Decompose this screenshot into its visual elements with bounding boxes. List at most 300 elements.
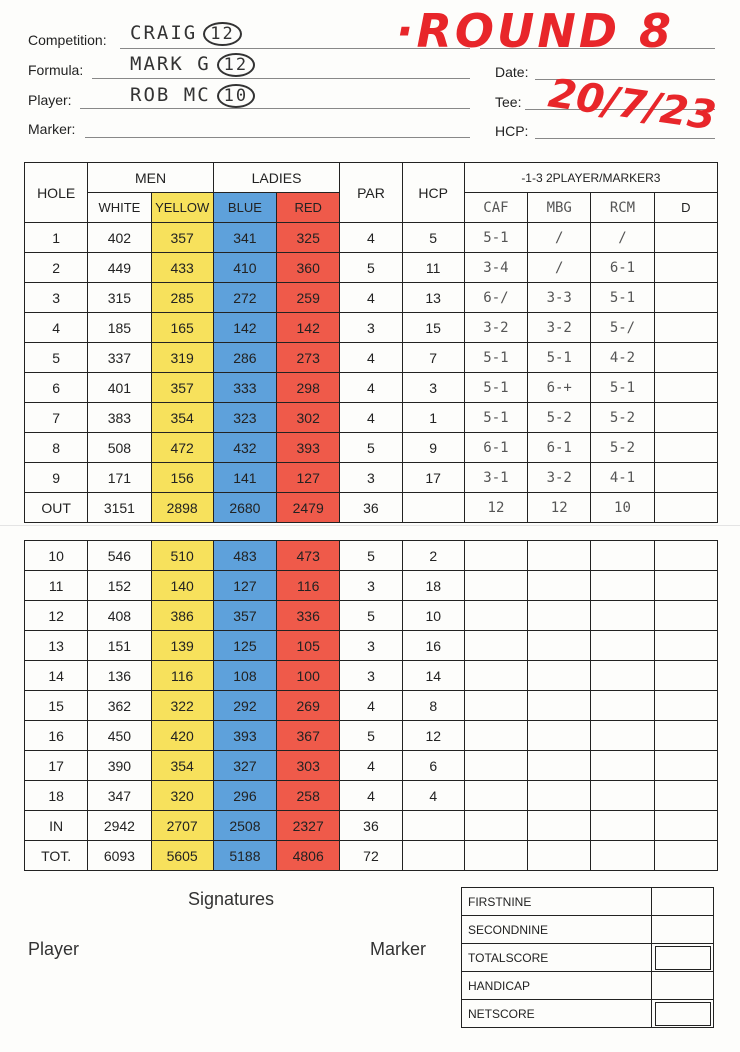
hole-hcp-cell: 4 (402, 781, 464, 811)
hole-blue-cell: 2680 (213, 493, 276, 523)
hole-hole-cell: 16 (25, 721, 88, 751)
hole-red-cell: 298 (277, 373, 340, 403)
white-header: WHITE (88, 193, 151, 223)
hole-yellow-cell: 5605 (151, 841, 213, 871)
score-row (25, 721, 718, 751)
hole-white-cell: 449 (88, 253, 151, 283)
hole-red-cell: 116 (277, 571, 340, 601)
hcp-header: HCP (402, 163, 464, 223)
hole-hcp-cell (402, 493, 464, 523)
player-a-score (464, 631, 527, 661)
hole-red-cell: 142 (277, 313, 340, 343)
front-nine-table (24, 162, 718, 523)
score-row (25, 691, 718, 721)
score-row (25, 463, 718, 493)
hole-hole-cell: 5 (25, 343, 88, 373)
hole-par-cell: 4 (340, 223, 402, 253)
score-row (25, 781, 718, 811)
totals-row (462, 972, 714, 1000)
player-c-score (591, 811, 654, 841)
hole-yellow-cell: 285 (151, 283, 213, 313)
hole-blue-cell: 327 (213, 751, 276, 781)
score-row (25, 313, 718, 343)
hole-hole-cell: 10 (25, 541, 88, 571)
hole-red-cell: 273 (277, 343, 340, 373)
hole-header: HOLE (25, 163, 88, 223)
hole-white-cell: 315 (88, 283, 151, 313)
hole-par-cell: 5 (340, 433, 402, 463)
hole-hole-cell: 6 (25, 373, 88, 403)
tee-label: Tee: (495, 94, 522, 110)
score-row (25, 811, 718, 841)
player-c-score (591, 541, 654, 571)
hole-blue-cell: 142 (213, 313, 276, 343)
signatures-title: Signatures (188, 889, 275, 909)
hole-hcp-cell: 1 (402, 403, 464, 433)
player-d-score (654, 463, 717, 493)
player-d-score (654, 751, 717, 781)
hole-blue-cell: 357 (213, 601, 276, 631)
score-row (25, 403, 718, 433)
player-d-score (654, 631, 717, 661)
hole-white-cell: 152 (88, 571, 151, 601)
player-a-score: 6-/ (464, 283, 527, 313)
hole-blue-cell: 127 (213, 571, 276, 601)
hole-hole-cell: IN (25, 811, 88, 841)
hcp-circle: 12 (217, 53, 255, 77)
hole-par-cell: 5 (340, 253, 402, 283)
player-a-score (464, 841, 527, 871)
hole-yellow-cell: 354 (151, 403, 213, 433)
player-d-score (654, 691, 717, 721)
hole-hcp-cell: 9 (402, 433, 464, 463)
totals-label: HANDICAP (462, 972, 652, 1000)
score-row (25, 253, 718, 283)
hole-hole-cell: 9 (25, 463, 88, 493)
totals-value (652, 916, 714, 944)
player-d-score (654, 601, 717, 631)
hole-yellow-cell: 357 (151, 223, 213, 253)
player-c-header: RCM (591, 193, 654, 223)
hole-yellow-cell: 2707 (151, 811, 213, 841)
hole-blue-cell: 5188 (213, 841, 276, 871)
hole-yellow-cell: 156 (151, 463, 213, 493)
hole-red-cell: 4806 (277, 841, 340, 871)
hole-hcp-cell: 17 (402, 463, 464, 493)
formula-label: Formula: (28, 62, 84, 78)
player-line (80, 108, 470, 109)
ladies-header: LADIES (213, 163, 340, 193)
hole-hcp-cell: 18 (402, 571, 464, 601)
hole-blue-cell: 323 (213, 403, 276, 433)
player-c-score (591, 721, 654, 751)
score-row (25, 373, 718, 403)
player-c-score: 5-1 (591, 283, 654, 313)
player-c-score (591, 751, 654, 781)
player-b-score: 12 (528, 493, 591, 523)
hole-red-cell: 100 (277, 661, 340, 691)
player-a-score (464, 571, 527, 601)
formula-line (92, 78, 470, 79)
hole-white-cell: 171 (88, 463, 151, 493)
hole-hcp-cell: 3 (402, 373, 464, 403)
hcp-line (535, 138, 715, 139)
player-d-score (654, 253, 717, 283)
hole-white-cell: 337 (88, 343, 151, 373)
player-b-score: 5-1 (528, 343, 591, 373)
hole-par-cell: 4 (340, 751, 402, 781)
player-d-score (654, 283, 717, 313)
hole-hcp-cell (402, 841, 464, 871)
player-a-score (464, 691, 527, 721)
hole-hole-cell: TOT. (25, 841, 88, 871)
hole-hole-cell: 3 (25, 283, 88, 313)
hole-par-cell: 36 (340, 493, 402, 523)
player-a-score (464, 751, 527, 781)
player-d-score (654, 343, 717, 373)
player-a-score: 5-1 (464, 223, 527, 253)
hole-blue-cell: 272 (213, 283, 276, 313)
hole-red-cell: 302 (277, 403, 340, 433)
player-b-score (528, 751, 591, 781)
hole-hole-cell: 17 (25, 751, 88, 781)
hcp-circle: 10 (217, 84, 255, 108)
hole-par-cell: 4 (340, 343, 402, 373)
hole-white-cell: 450 (88, 721, 151, 751)
totals-value (652, 888, 714, 916)
hole-red-cell: 2327 (277, 811, 340, 841)
par-header: PAR (340, 163, 402, 223)
marker-line (85, 137, 470, 138)
player-c-score (591, 841, 654, 871)
player-b-score (528, 811, 591, 841)
hole-red-cell: 360 (277, 253, 340, 283)
score-row (25, 631, 718, 661)
hole-hole-cell: 18 (25, 781, 88, 811)
hole-blue-cell: 296 (213, 781, 276, 811)
hole-hcp-cell: 14 (402, 661, 464, 691)
totals-row (462, 916, 714, 944)
hole-white-cell: 408 (88, 601, 151, 631)
hole-white-cell: 136 (88, 661, 151, 691)
score-row (25, 223, 718, 253)
hole-hcp-cell (402, 811, 464, 841)
hole-yellow-cell: 322 (151, 691, 213, 721)
player-b-score: 3-3 (528, 283, 591, 313)
hole-par-cell: 3 (340, 313, 402, 343)
handwritten-competition: CRAIG 12 (130, 22, 242, 46)
competition-label: Competition: (28, 32, 107, 48)
blue-header: BLUE (213, 193, 276, 223)
hole-yellow-cell: 357 (151, 373, 213, 403)
hcp-label: HCP: (495, 123, 529, 139)
hole-white-cell: 390 (88, 751, 151, 781)
hole-par-cell: 5 (340, 541, 402, 571)
hole-blue-cell: 2508 (213, 811, 276, 841)
totals-label: FIRSTNINE (462, 888, 652, 916)
hole-white-cell: 401 (88, 373, 151, 403)
player-d-score (654, 571, 717, 601)
player-b-score (528, 721, 591, 751)
totals-value (652, 1000, 714, 1028)
card-fold (0, 525, 740, 526)
player-a-score (464, 601, 527, 631)
hole-blue-cell: 292 (213, 691, 276, 721)
player-d-score (654, 223, 717, 253)
score-row (25, 433, 718, 463)
score-row (25, 571, 718, 601)
hole-par-cell: 3 (340, 661, 402, 691)
hole-yellow-cell: 2898 (151, 493, 213, 523)
hole-hcp-cell: 8 (402, 691, 464, 721)
hole-yellow-cell: 386 (151, 601, 213, 631)
hole-red-cell: 259 (277, 283, 340, 313)
player-label: Player: (28, 92, 72, 108)
player-b-score (528, 541, 591, 571)
handwritten-formula: MARK G 12 (130, 53, 255, 77)
hole-hole-cell: 11 (25, 571, 88, 601)
hole-par-cell: 5 (340, 721, 402, 751)
hole-blue-cell: 432 (213, 433, 276, 463)
hole-white-cell: 402 (88, 223, 151, 253)
player-b-score: 6-+ (528, 373, 591, 403)
totals-label: TOTALSCORE (462, 944, 652, 972)
hole-white-cell: 2942 (88, 811, 151, 841)
player-d-score (654, 781, 717, 811)
hole-hole-cell: 7 (25, 403, 88, 433)
totals-box (655, 946, 711, 970)
hole-hcp-cell: 6 (402, 751, 464, 781)
player-a-score: 3-2 (464, 313, 527, 343)
player-b-score: 5-2 (528, 403, 591, 433)
hole-par-cell: 4 (340, 403, 402, 433)
round-handwriting: ·ROUND 8 (396, 4, 675, 58)
hole-hcp-cell: 11 (402, 253, 464, 283)
player-a-score (464, 811, 527, 841)
player-c-score (591, 631, 654, 661)
score-row (25, 601, 718, 631)
player-d-score (654, 661, 717, 691)
hole-blue-cell: 108 (213, 661, 276, 691)
hole-par-cell: 4 (340, 373, 402, 403)
player-d-header: D (654, 193, 717, 223)
hole-hole-cell: 8 (25, 433, 88, 463)
hole-hcp-cell: 13 (402, 283, 464, 313)
hole-white-cell: 6093 (88, 841, 151, 871)
hole-par-cell: 36 (340, 811, 402, 841)
hole-blue-cell: 333 (213, 373, 276, 403)
hole-red-cell: 2479 (277, 493, 340, 523)
player-d-score (654, 373, 717, 403)
score-row (25, 751, 718, 781)
player-c-score: 5-2 (591, 403, 654, 433)
totals-label: SECONDNINE (462, 916, 652, 944)
player-c-score: 6-1 (591, 253, 654, 283)
player-c-score (591, 571, 654, 601)
hole-yellow-cell: 165 (151, 313, 213, 343)
player-b-score: / (528, 223, 591, 253)
player-a-header: CAF (464, 193, 527, 223)
hole-yellow-cell: 140 (151, 571, 213, 601)
hole-par-cell: 4 (340, 781, 402, 811)
men-header: MEN (88, 163, 214, 193)
hole-red-cell: 336 (277, 601, 340, 631)
hole-hole-cell: 14 (25, 661, 88, 691)
hole-hcp-cell: 7 (402, 343, 464, 373)
player-a-score (464, 781, 527, 811)
hole-red-cell: 473 (277, 541, 340, 571)
handwritten-player: ROB MC 10 (130, 84, 255, 108)
hole-white-cell: 546 (88, 541, 151, 571)
hole-par-cell: 4 (340, 283, 402, 313)
hole-par-cell: 5 (340, 601, 402, 631)
player-d-score (654, 541, 717, 571)
player-d-score (654, 493, 717, 523)
player-b-score: 6-1 (528, 433, 591, 463)
player-a-score (464, 721, 527, 751)
hole-red-cell: 325 (277, 223, 340, 253)
hole-hcp-cell: 10 (402, 601, 464, 631)
hole-red-cell: 258 (277, 781, 340, 811)
player-c-score: 5-1 (591, 373, 654, 403)
hole-hole-cell: 2 (25, 253, 88, 283)
totals-box (655, 1002, 711, 1026)
player-a-score: 5-1 (464, 373, 527, 403)
hole-par-cell: 3 (340, 631, 402, 661)
player-c-score (591, 661, 654, 691)
hole-red-cell: 127 (277, 463, 340, 493)
player-signature-label: Player (28, 939, 80, 959)
player-d-score (654, 721, 717, 751)
totals-value (652, 944, 714, 972)
score-row (25, 283, 718, 313)
hole-white-cell: 347 (88, 781, 151, 811)
player-d-score (654, 811, 717, 841)
date-handwriting: 20/7/23 (545, 70, 719, 140)
player-c-score (591, 601, 654, 631)
player-c-score (591, 691, 654, 721)
hole-red-cell: 269 (277, 691, 340, 721)
hole-red-cell: 105 (277, 631, 340, 661)
hole-yellow-cell: 319 (151, 343, 213, 373)
player-marker-header: -1-3 2PLAYER/MARKER3 (464, 163, 717, 193)
back-nine-table (24, 540, 718, 871)
totals-label: NETSCORE (462, 1000, 652, 1028)
player-d-score (654, 313, 717, 343)
totals-value (652, 972, 714, 1000)
score-row (25, 541, 718, 571)
hole-red-cell: 303 (277, 751, 340, 781)
score-row (25, 841, 718, 871)
player-b-score (528, 631, 591, 661)
hole-white-cell: 185 (88, 313, 151, 343)
hole-hole-cell: 12 (25, 601, 88, 631)
hole-par-cell: 3 (340, 571, 402, 601)
player-c-score: 10 (591, 493, 654, 523)
player-b-score: / (528, 253, 591, 283)
hole-hole-cell: OUT (25, 493, 88, 523)
player-d-score (654, 433, 717, 463)
hole-yellow-cell: 354 (151, 751, 213, 781)
player-b-score (528, 571, 591, 601)
hole-blue-cell: 286 (213, 343, 276, 373)
player-c-score: 4-2 (591, 343, 654, 373)
totals-row (462, 944, 714, 972)
hole-yellow-cell: 420 (151, 721, 213, 751)
player-a-score: 6-1 (464, 433, 527, 463)
hole-yellow-cell: 320 (151, 781, 213, 811)
player-a-score: 3-1 (464, 463, 527, 493)
player-a-score: 5-1 (464, 403, 527, 433)
hole-par-cell: 3 (340, 463, 402, 493)
hole-hole-cell: 15 (25, 691, 88, 721)
totals-table (461, 887, 714, 1028)
hole-hcp-cell: 15 (402, 313, 464, 343)
player-c-score (591, 781, 654, 811)
player-a-score (464, 661, 527, 691)
marker-signature-label: Marker (370, 939, 427, 959)
player-b-score (528, 691, 591, 721)
totals-row (462, 888, 714, 916)
hole-yellow-cell: 510 (151, 541, 213, 571)
player-b-score (528, 781, 591, 811)
hole-hole-cell: 1 (25, 223, 88, 253)
hcp-circle: 12 (203, 22, 241, 46)
player-b-score: 3-2 (528, 463, 591, 493)
player-c-score: 4-1 (591, 463, 654, 493)
hole-red-cell: 393 (277, 433, 340, 463)
hole-white-cell: 508 (88, 433, 151, 463)
hole-blue-cell: 341 (213, 223, 276, 253)
player-b-score (528, 841, 591, 871)
player-a-score (464, 541, 527, 571)
player-a-score: 3-4 (464, 253, 527, 283)
player-d-score (654, 841, 717, 871)
player-d-score (654, 403, 717, 433)
hole-yellow-cell: 116 (151, 661, 213, 691)
date-label: Date: (495, 64, 529, 80)
hole-yellow-cell: 139 (151, 631, 213, 661)
score-row (25, 493, 718, 523)
player-b-score (528, 661, 591, 691)
hole-blue-cell: 410 (213, 253, 276, 283)
hole-blue-cell: 125 (213, 631, 276, 661)
red-header: RED (277, 193, 340, 223)
player-b-score (528, 601, 591, 631)
player-a-score: 12 (464, 493, 527, 523)
hole-yellow-cell: 472 (151, 433, 213, 463)
hole-blue-cell: 141 (213, 463, 276, 493)
player-b-header: MBG (528, 193, 591, 223)
hole-white-cell: 362 (88, 691, 151, 721)
score-row (25, 661, 718, 691)
hole-par-cell: 4 (340, 691, 402, 721)
hole-hcp-cell: 16 (402, 631, 464, 661)
marker-label: Marker: (28, 121, 76, 137)
hole-white-cell: 3151 (88, 493, 151, 523)
yellow-header: YELLOW (151, 193, 213, 223)
hole-yellow-cell: 433 (151, 253, 213, 283)
hole-hcp-cell: 12 (402, 721, 464, 751)
player-c-score: 5-/ (591, 313, 654, 343)
hole-white-cell: 383 (88, 403, 151, 433)
hole-hcp-cell: 5 (402, 223, 464, 253)
player-b-score: 3-2 (528, 313, 591, 343)
hole-hcp-cell: 2 (402, 541, 464, 571)
score-row (25, 343, 718, 373)
player-a-score: 5-1 (464, 343, 527, 373)
hole-hole-cell: 13 (25, 631, 88, 661)
